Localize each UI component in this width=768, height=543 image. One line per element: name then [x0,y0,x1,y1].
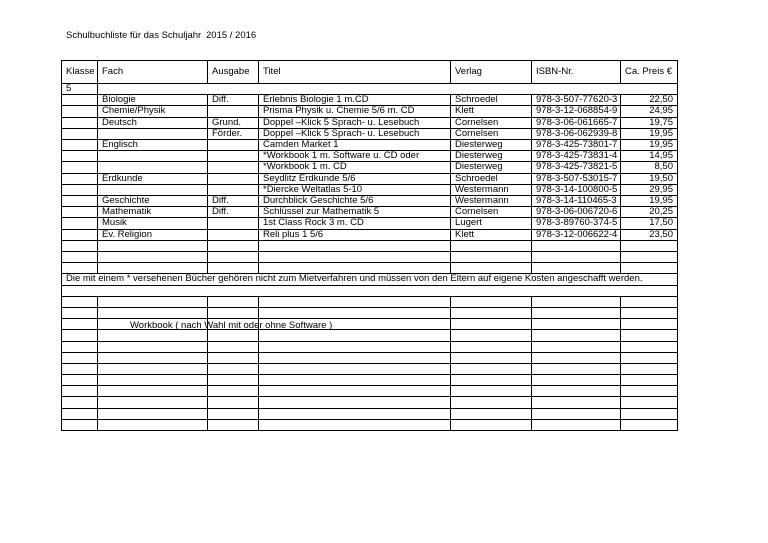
empty-row [62,419,678,430]
preis-cell: 17,50 [621,218,678,229]
fach-cell: Englisch [98,140,208,151]
isbn-cell: 978-3-507-53015-7 [532,173,621,184]
verlag-cell: Schroedel [451,173,532,184]
empty-row [62,296,678,307]
empty-cell [208,352,259,363]
verlag-cell: Westermann [451,184,532,195]
verlag-cell: Klett [451,229,532,240]
empty-cell [98,419,208,430]
empty-cell [532,363,621,374]
empty-cell [621,375,678,386]
fach-cell: Ev. Religion [98,229,208,240]
empty-cell [451,296,532,307]
empty-cell [621,341,678,352]
empty-cell [451,263,532,274]
table-row [62,162,678,173]
table-row [62,106,678,117]
isbn-cell: 978-3-507-77620-3 [532,95,621,106]
klasse-cell [62,140,98,151]
empty-cell [451,352,532,363]
preis-cell: 29,95 [621,184,678,195]
empty-cell [62,330,98,341]
empty-cell [98,240,208,251]
empty-cell [98,296,208,307]
klasse-cell [62,117,98,128]
empty-cell [62,240,98,251]
verlag-cell: Cornelsen [451,128,532,139]
class-cell: 5 [62,84,98,95]
empty-row [62,363,678,374]
note-line-2: Workbook ( nach Wahl mit oder ohne Software ) [130,320,333,331]
empty-cell [532,375,621,386]
empty-cell [621,363,678,374]
empty-cell [532,263,621,274]
empty-cell [259,341,451,352]
empty-cell [62,319,98,330]
empty-cell [98,252,208,263]
fach-cell [98,162,208,173]
table-row [62,184,678,195]
empty-cell [98,386,208,397]
empty-cell [621,397,678,408]
klasse-cell [62,162,98,173]
table-row [62,229,678,240]
header-row [62,61,678,84]
table-row [62,207,678,218]
verlag-cell: Diesterweg [451,151,532,162]
empty-cell [208,341,259,352]
empty-cell [259,307,451,318]
table-row [62,196,678,207]
ausgabe-cell: Diff. [208,207,259,218]
table-row [62,173,678,184]
isbn-cell: 978-3-425-73801-7 [532,140,621,151]
klasse-cell [62,128,98,139]
preis-cell: 8,50 [621,162,678,173]
ausgabe-cell: Förder. [208,128,259,139]
ausgabe-cell: Diff. [208,95,259,106]
verlag-cell: Cornelsen [451,117,532,128]
isbn-cell: 978-3-12-068854-9 [532,106,621,117]
verlag-cell: Schroedel [451,95,532,106]
empty-cell [621,408,678,419]
table-row [62,140,678,151]
empty-cell [621,386,678,397]
note-row-2-cell [62,285,678,296]
klasse-cell [62,196,98,207]
empty-cell [532,330,621,341]
empty-row [62,352,678,363]
empty-row [62,252,678,263]
title-text: Schulbuchliste für das Schuljahr [66,30,202,41]
fach-cell: Erdkunde [98,173,208,184]
empty-cell [208,419,259,430]
empty-cell [62,397,98,408]
empty-row [62,341,678,352]
preis-cell: 19,50 [621,173,678,184]
empty-cell [451,408,532,419]
empty-cell [451,252,532,263]
empty-cell [532,240,621,251]
class-row [62,84,678,95]
empty-row [62,307,678,318]
verlag-cell: Diesterweg [451,140,532,151]
empty-row [62,408,678,419]
empty-cell [98,363,208,374]
empty-cell [208,363,259,374]
empty-cell [62,296,98,307]
titel-cell: *Workbook 1 m. Software u. CD oder [259,151,451,162]
empty-cell [621,240,678,251]
empty-row [62,397,678,408]
empty-cell [259,363,451,374]
ausgabe-cell [208,173,259,184]
empty-cell [208,375,259,386]
fach-cell [98,128,208,139]
empty-cell [532,252,621,263]
empty-row [62,386,678,397]
empty-cell [621,263,678,274]
preis-cell: 19,95 [621,140,678,151]
empty-cell [451,330,532,341]
ausgabe-cell [208,106,259,117]
titel-cell: Schlüssel zur Mathematik 5 [259,207,451,218]
isbn-cell: 978-3-12-006622-4 [532,229,621,240]
verlag-cell: Lugert [451,218,532,229]
class-row-spacer [98,84,678,95]
empty-cell [259,296,451,307]
empty-cell [208,330,259,341]
empty-cell [62,352,98,363]
empty-cell [451,363,532,374]
empty-cell [451,240,532,251]
empty-cell [621,307,678,318]
fach-cell: Chemie/Physik [98,106,208,117]
ausgabe-cell: Diff. [208,196,259,207]
empty-cell [208,263,259,274]
empty-cell [532,319,621,330]
header-isbn: ISBN-Nr. [532,61,621,84]
preis-cell: 24,95 [621,106,678,117]
preis-cell: 19,75 [621,117,678,128]
verlag-cell: Cornelsen [451,207,532,218]
empty-cell [98,307,208,318]
fach-cell: Musik [98,218,208,229]
note-row [62,274,678,285]
titel-cell: Prisma Physik u. Chemie 5/6 m. CD [259,106,451,117]
empty-cell [621,296,678,307]
klasse-cell [62,184,98,195]
empty-cell [259,330,451,341]
empty-cell [451,307,532,318]
empty-cell [62,363,98,374]
empty-cell [208,307,259,318]
empty-cell [208,397,259,408]
empty-row [62,375,678,386]
empty-row [62,263,678,274]
isbn-cell: 978-3-14-110465-3 [532,196,621,207]
empty-cell [621,319,678,330]
empty-cell [621,419,678,430]
empty-cell [259,240,451,251]
klasse-cell [62,95,98,106]
isbn-cell: 978-3-14-100800-5 [532,184,621,195]
empty-cell [62,263,98,274]
title-year: 2015 / 2016 [206,30,257,41]
table-row [62,151,678,162]
empty-cell [259,386,451,397]
empty-cell [62,419,98,430]
empty-cell [532,307,621,318]
empty-row [62,240,678,251]
ausgabe-cell [208,184,259,195]
empty-cell [259,397,451,408]
isbn-cell: 978-3-425-73821-5 [532,162,621,173]
empty-cell [208,240,259,251]
empty-cell [98,408,208,419]
empty-cell [208,386,259,397]
empty-cell [259,352,451,363]
fach-cell: Geschichte [98,196,208,207]
verlag-cell: Klett [451,106,532,117]
ausgabe-cell [208,140,259,151]
empty-cell [621,252,678,263]
preis-cell: 19,95 [621,196,678,207]
empty-cell [451,319,532,330]
empty-cell [98,330,208,341]
empty-cell [532,386,621,397]
isbn-cell: 978-3-425-73831-4 [532,151,621,162]
titel-cell: *Diercke Weltatlas 5-10 [259,184,451,195]
page-title [66,29,257,43]
empty-cell [532,296,621,307]
titel-cell: Doppel –Klick 5 Sprach- u. Lesebuch [259,117,451,128]
schoolbook-table [61,60,678,431]
empty-cell [62,408,98,419]
empty-cell [98,375,208,386]
klasse-cell [62,218,98,229]
klasse-cell [62,106,98,117]
empty-cell [259,375,451,386]
empty-cell [532,397,621,408]
ausgabe-cell [208,162,259,173]
header-klasse: Klasse [62,61,98,84]
titel-cell: Durchblick Geschichte 5/6 [259,196,451,207]
titel-cell: Camden Market 1 [259,140,451,151]
preis-cell: 14,95 [621,151,678,162]
empty-cell [451,341,532,352]
empty-cell [259,419,451,430]
note-line-1: Die mit einem * versehenen Bücher gehören nicht zum Mietverfahren und müssen von den Eltern auf eigene Kosten angeschafft werden. [62,274,678,285]
empty-cell [259,252,451,263]
verlag-cell: Westermann [451,196,532,207]
ausgabe-cell [208,229,259,240]
klasse-cell [62,207,98,218]
empty-cell [451,419,532,430]
empty-cell [532,419,621,430]
empty-cell [208,252,259,263]
empty-cell [451,397,532,408]
empty-cell [62,252,98,263]
fach-cell: Deutsch [98,117,208,128]
empty-cell [98,352,208,363]
header-ausgabe: Ausgabe [208,61,259,84]
isbn-cell: 978-3-06-006720-6 [532,207,621,218]
klasse-cell [62,173,98,184]
empty-cell [98,263,208,274]
ausgabe-cell [208,218,259,229]
titel-cell: *Workbook 1 m. CD [259,162,451,173]
titel-cell: Seydlitz Erdkunde 5/6 [259,173,451,184]
isbn-cell: 978-3-06-062939-8 [532,128,621,139]
table-row [62,95,678,106]
empty-cell [451,386,532,397]
preis-cell: 20,25 [621,207,678,218]
empty-cell [451,375,532,386]
table-row [62,117,678,128]
table-row [62,128,678,139]
table-row [62,218,678,229]
empty-cell [208,408,259,419]
empty-cell [62,386,98,397]
empty-cell [532,352,621,363]
empty-cell [259,408,451,419]
preis-cell: 19,95 [621,128,678,139]
isbn-cell: 978-3-06-061665-7 [532,117,621,128]
header-fach: Fach [98,61,208,84]
empty-cell [621,352,678,363]
klasse-cell [62,229,98,240]
empty-cell [532,408,621,419]
titel-cell: Erlebnis Biologie 1 m.CD [259,95,451,106]
titel-cell: Doppel –Klick 5 Sprach- u. Lesebuch [259,128,451,139]
empty-row [62,330,678,341]
ausgabe-cell [208,151,259,162]
empty-cell [98,341,208,352]
titel-cell: 1st Class Rock 3 m. CD [259,218,451,229]
empty-cell [621,330,678,341]
preis-cell: 22,50 [621,95,678,106]
header-preis: Ca. Preis € [621,61,678,84]
empty-cell [259,263,451,274]
empty-cell [98,397,208,408]
empty-cell [62,341,98,352]
titel-cell: Reli plus 1 5/6 [259,229,451,240]
empty-cell [532,341,621,352]
verlag-cell: Diesterweg [451,162,532,173]
empty-cell [62,307,98,318]
isbn-cell: 978-3-89760-374-5 [532,218,621,229]
empty-cell [62,375,98,386]
empty-cell [208,296,259,307]
header-titel: Titel [259,61,451,84]
header-verlag: Verlag [451,61,532,84]
fach-cell: Mathematik [98,207,208,218]
ausgabe-cell: Grund. [208,117,259,128]
fach-cell [98,151,208,162]
fach-cell: Biologie [98,95,208,106]
fach-cell [98,184,208,195]
preis-cell: 23,50 [621,229,678,240]
klasse-cell [62,151,98,162]
note-row-2 [62,285,678,296]
